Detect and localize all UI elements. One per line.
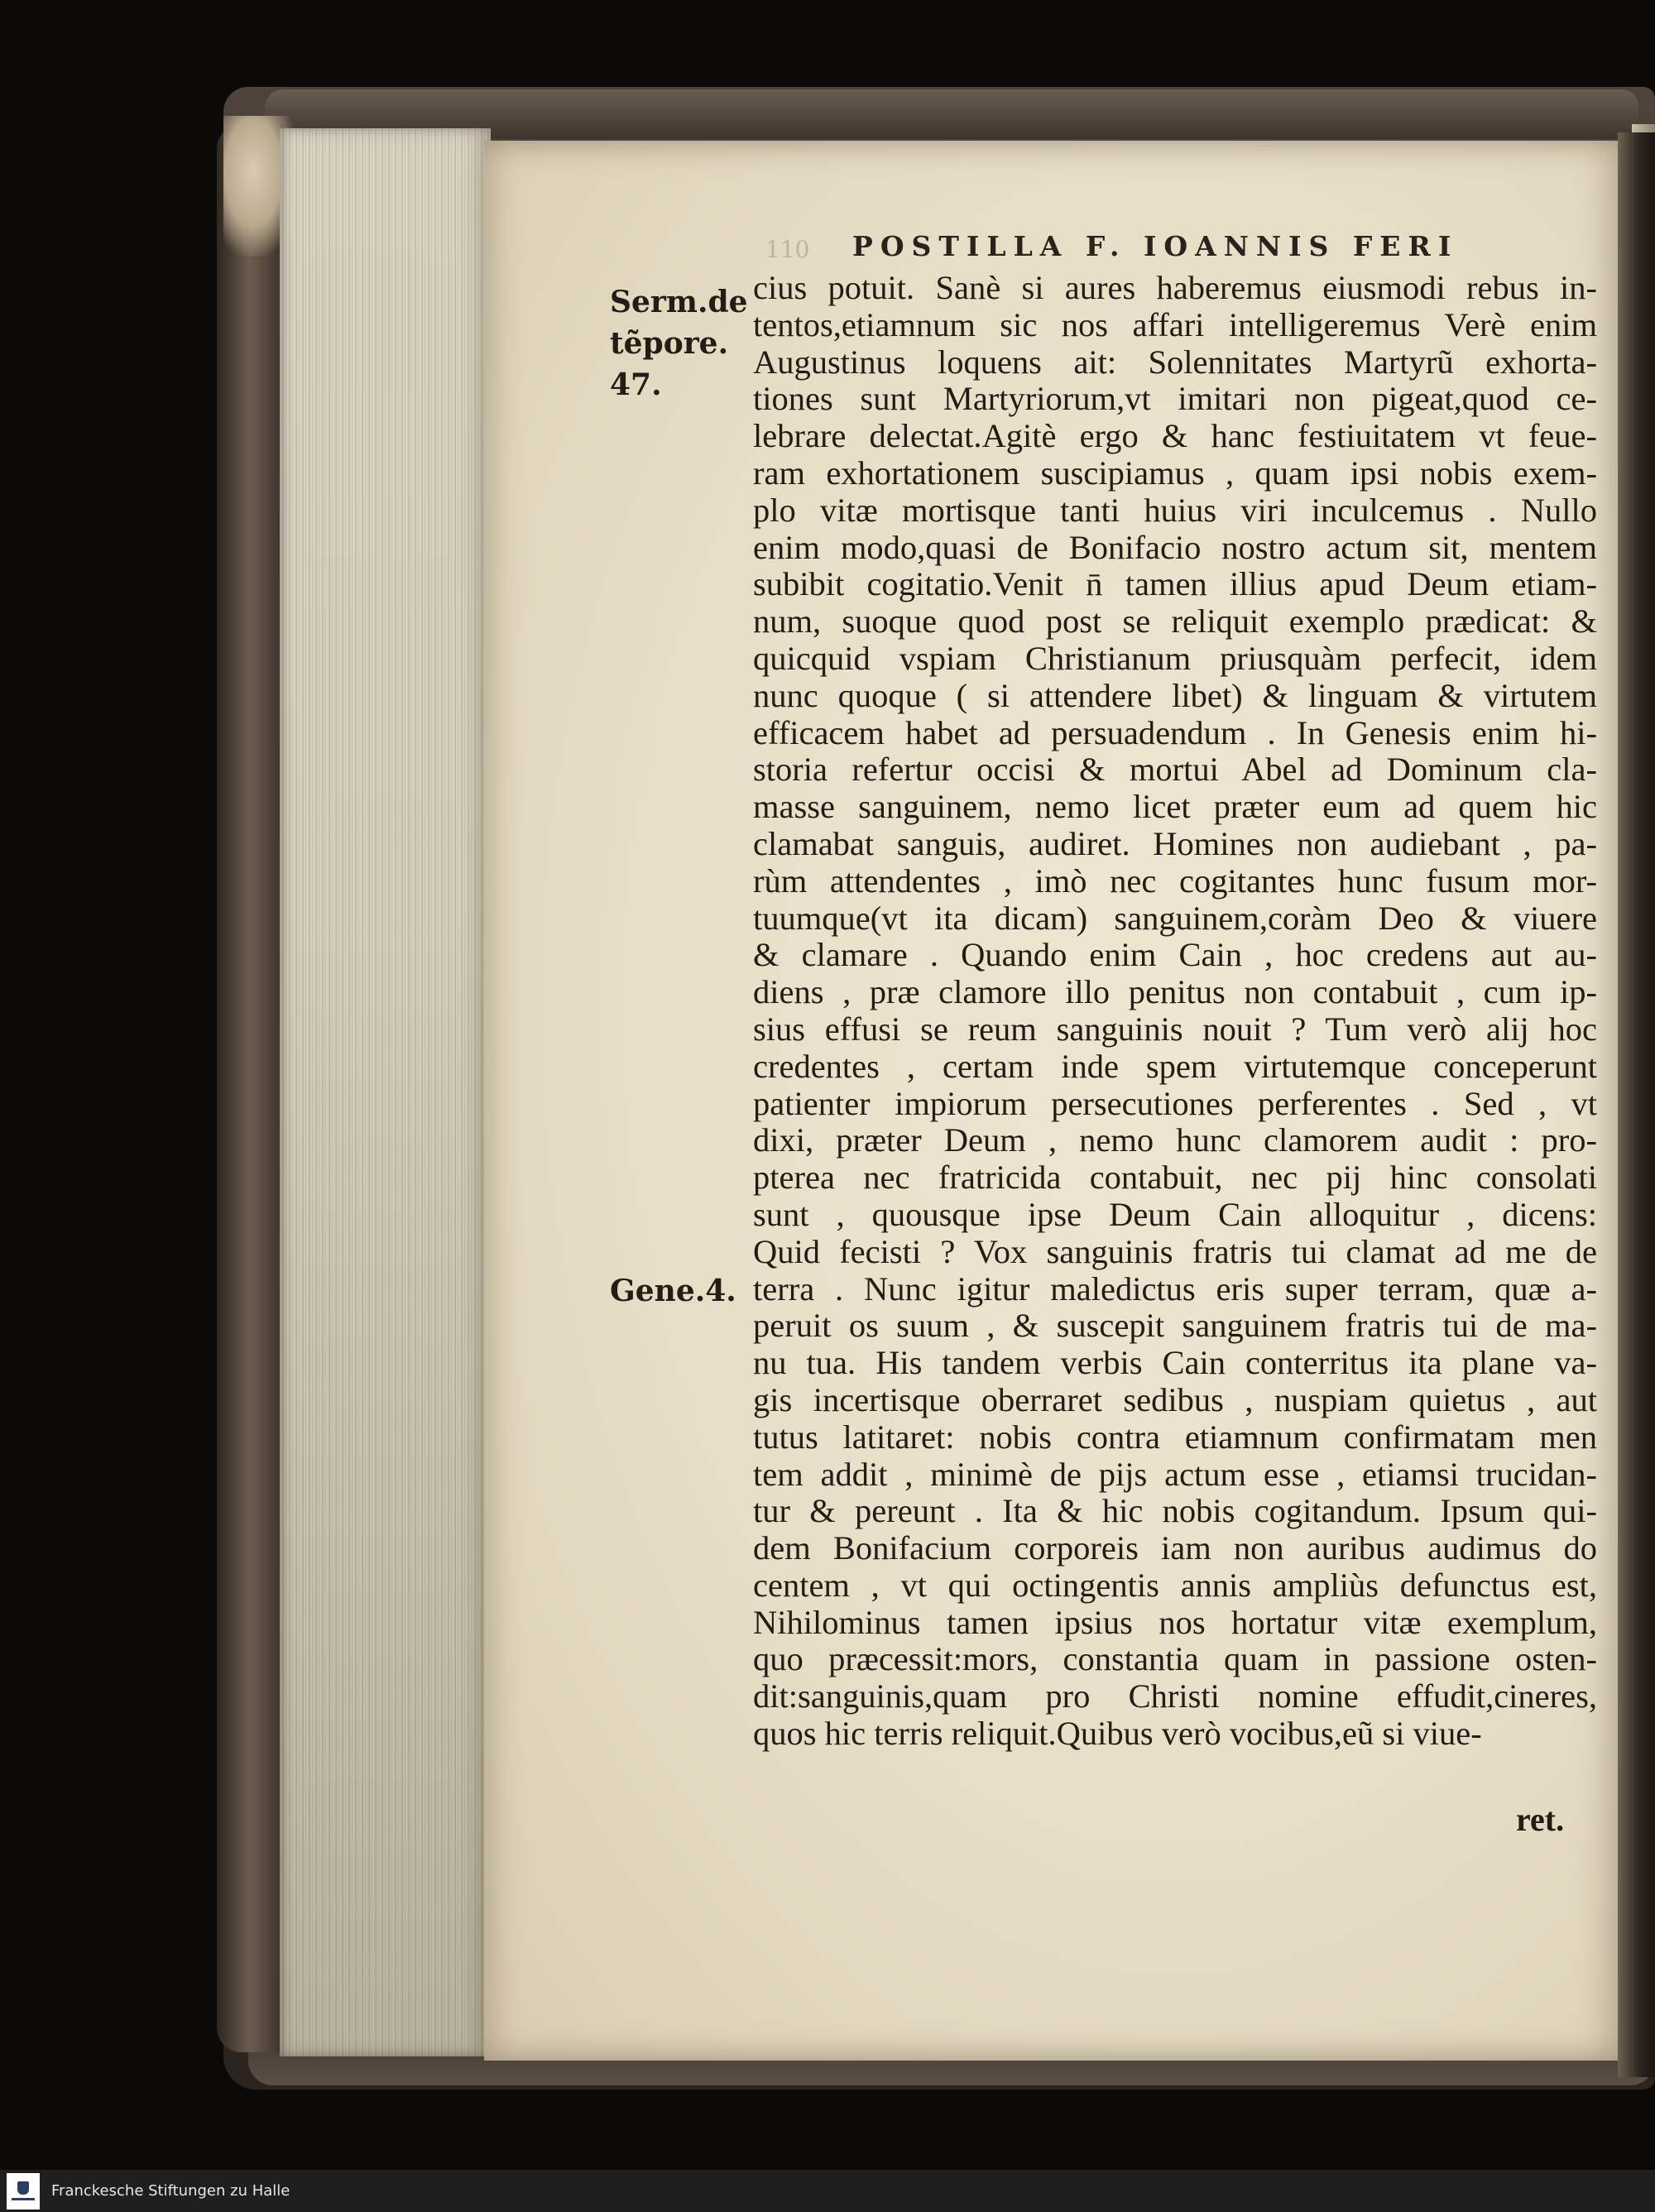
margin-note-line: Gene.4. (610, 1274, 736, 1308)
page-edges-shade (280, 128, 491, 2056)
text-line: tentos,etiamnum sic nos affari intelligeremus Verè enim (753, 305, 1597, 343)
margin-note-genesis (610, 1270, 736, 1312)
text-line: storia refertur occisi & mortui Abel ad Dominum cla- (753, 751, 1597, 789)
text-line: patienter impiorum persecutiones perferentes . Sed , vt (753, 1084, 1597, 1122)
margin-note-line: 47. (610, 367, 662, 402)
institution-name: Franckesche Stiftungen zu Halle (51, 2182, 290, 2200)
logo-rule (12, 2198, 35, 2200)
margin-note-line: tẽpore. (610, 326, 729, 361)
text-line: plo vitæ mortisque tanti huius viri inculcemus . Nullo (753, 491, 1597, 529)
text-line: pterea nec fratricida contabuit, nec pij hinc consolati (753, 1159, 1597, 1197)
text-line: quos hic terris reliquit.Quibus verò vocibus,eũ si viue- (753, 1715, 1482, 1753)
text-line: tutus latitaret: nobis contra etiamnum confirmatam men (753, 1418, 1597, 1456)
margin-note-line: Serm.de (610, 285, 748, 319)
text-line: rùm attendentes , imò nec cogitantes hunc fusum mor- (753, 861, 1597, 900)
text-line: ram exhortationem suscipiamus , quam ipsi nobis exem- (753, 453, 1597, 492)
archive-footer (0, 2170, 1655, 2212)
text-line: dit:sanguinis,quam pro Christi nomine effudit,cineres, (753, 1677, 1597, 1715)
text-line: subibit cogitatio.Venit n̄ tamen illius apud Deum etiam- (753, 565, 1597, 603)
text-line: efficacem habet ad persuadendum . In Genesis enim hi- (753, 713, 1597, 751)
text-line: & clamare . Quando enim Cain , hoc credens aut au- (753, 936, 1597, 974)
text-line: centem , vt qui octingentis annis ampliùs defunctus est, (753, 1566, 1597, 1604)
text-line: Augustinus loquens ait: Solennitates Martyrũ exhorta- (753, 343, 1597, 381)
text-line: clamabat sanguis, audiret. Homines non audiebant , pa- (753, 824, 1597, 862)
text-line: Quid fecisti ? Vox sanguinis fratris tui clamat ad me de (753, 1232, 1597, 1270)
catchword: ret. (1516, 1801, 1565, 1838)
text-line: quo præcessit:mors, constantia quam in passione osten- (753, 1640, 1597, 1678)
text-line: quicquid vspiam Christianum priusquàm perfecit, idem (753, 639, 1597, 677)
text-line: masse sanguinem, nemo licet præter eum ad quem hic (753, 788, 1597, 826)
text-line: sius effusi se reum sanguinis nouit ? Tum verò alij hoc (753, 1010, 1597, 1048)
text-line: enim modo,quasi de Bonifacio nostro actum sit, mentem (753, 528, 1597, 566)
text-line: tem addit , minimè de pijs actum esse , etiamsi trucidan- (753, 1455, 1597, 1493)
text-line: credentes , certam inde spem virtutemque conceperunt (753, 1047, 1597, 1085)
text-line: nunc quoque ( si attendere libet) & linguam & virtutem (753, 676, 1597, 714)
text-line: num, suoque quod post se reliquit exemplo prædicat: & (753, 602, 1597, 641)
text-line: cius potuit. Sanè si aures haberemus eiusmodi rebus in- (753, 269, 1597, 306)
text-line: dem Bonifacium corporeis iam non auribus audimus do (753, 1529, 1597, 1567)
text-line: diens , præ clamore illo penitus non contabuit , cum ip- (753, 973, 1597, 1011)
text-line: gis incertisque oberraret sedibus , nuspiam quietus , aut (753, 1380, 1597, 1418)
page-number-showthrough: 110 (765, 236, 810, 263)
text-line: tuumque(vt ita dicam) sanguinem,coràm Deo & viuere (753, 899, 1597, 937)
text-line: sunt , quousque ipse Deum Cain alloquitur , dicens: (753, 1195, 1597, 1233)
page-gutter (1618, 132, 1655, 2077)
text-line: lebrare delectat.Agitè ergo & hanc festiuitatem vt feue- (753, 417, 1597, 455)
running-head: POSTILLA F. IOANNIS FERI (852, 230, 1459, 262)
text-line: nu tua. His tandem verbis Cain conterritus ita plane va- (753, 1344, 1597, 1382)
body-text (753, 270, 1597, 1753)
text-line: peruit os suum , & suscepit sanguinem fratris tui de ma- (753, 1307, 1597, 1345)
text-line: tur & pereunt . Ita & hic nobis cogitandum. Ipsum qui- (753, 1492, 1597, 1530)
text-line: terra . Nunc igitur maledictus eris super terram, quæ a- (753, 1269, 1597, 1308)
text-line: Nihilominus tamen ipsius nos hortatur vitæ exemplum, (753, 1603, 1597, 1641)
cover-spine-edge (217, 124, 283, 2052)
institution-logo (7, 2173, 40, 2210)
text-line: dixi, præter Deum , nemo hunc clamorem audit : pro- (753, 1121, 1597, 1159)
text-line: tiones sunt Martyriorum,vt imitari non pigeat,quod ce- (753, 380, 1597, 418)
margin-note-sermon (610, 281, 748, 405)
logo-mark (17, 2181, 29, 2195)
